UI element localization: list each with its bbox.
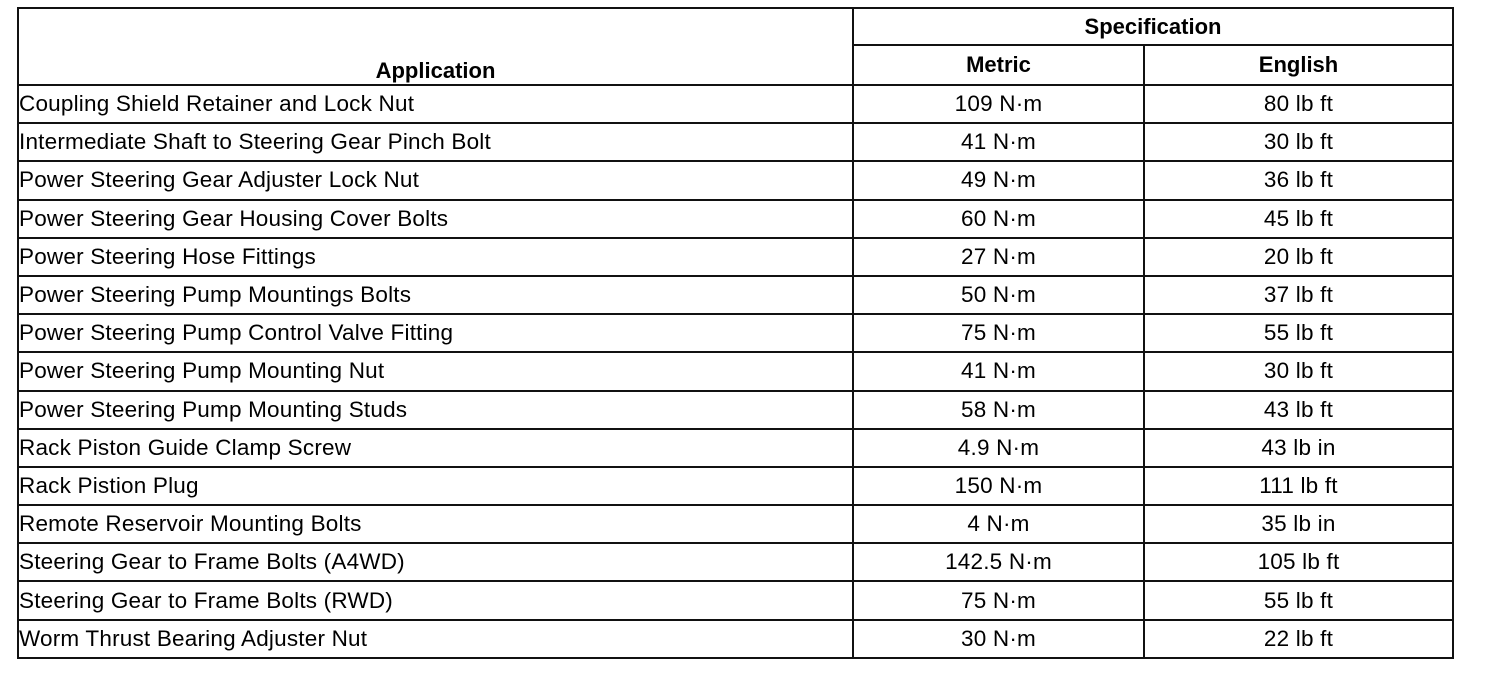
english-cell: 43 lb ft (1144, 391, 1453, 429)
english-cell: 80 lb ft (1144, 85, 1453, 123)
english-header: English (1144, 45, 1453, 85)
table-row (18, 200, 1453, 238)
table-row (18, 505, 1453, 543)
table-row (18, 543, 1453, 581)
metric-cell: 49 N·m (853, 161, 1144, 199)
application-cell: Steering Gear to Frame Bolts (RWD) (18, 581, 853, 619)
application-cell: Intermediate Shaft to Steering Gear Pinch Bolt (18, 123, 853, 161)
metric-cell: 27 N·m (853, 238, 1144, 276)
metric-cell: 75 N·m (853, 314, 1144, 352)
metric-cell: 58 N·m (853, 391, 1144, 429)
application-cell: Power Steering Pump Mounting Nut (18, 352, 853, 390)
application-cell: Steering Gear to Frame Bolts (A4WD) (18, 543, 853, 581)
english-cell: 43 lb in (1144, 429, 1453, 467)
table-row (18, 123, 1453, 161)
english-cell: 45 lb ft (1144, 200, 1453, 238)
table-row (18, 620, 1453, 658)
english-cell: 55 lb ft (1144, 581, 1453, 619)
english-cell: 20 lb ft (1144, 238, 1453, 276)
metric-cell: 109 N·m (853, 85, 1144, 123)
specification-header: Specification (853, 8, 1453, 45)
metric-cell: 30 N·m (853, 620, 1144, 658)
table-body (18, 85, 1453, 658)
metric-cell: 142.5 N·m (853, 543, 1144, 581)
english-cell: 35 lb in (1144, 505, 1453, 543)
torque-specification-table (17, 7, 1454, 659)
application-cell: Power Steering Hose Fittings (18, 238, 853, 276)
table-row (18, 314, 1453, 352)
english-cell: 22 lb ft (1144, 620, 1453, 658)
english-cell: 55 lb ft (1144, 314, 1453, 352)
application-cell: Power Steering Gear Housing Cover Bolts (18, 200, 853, 238)
english-cell: 105 lb ft (1144, 543, 1453, 581)
english-cell: 30 lb ft (1144, 352, 1453, 390)
application-cell: Power Steering Pump Mountings Bolts (18, 276, 853, 314)
metric-cell: 4.9 N·m (853, 429, 1144, 467)
application-cell: Coupling Shield Retainer and Lock Nut (18, 85, 853, 123)
table-row (18, 391, 1453, 429)
metric-cell: 41 N·m (853, 352, 1144, 390)
application-cell: Power Steering Gear Adjuster Lock Nut (18, 161, 853, 199)
metric-cell: 41 N·m (853, 123, 1144, 161)
table-row (18, 467, 1453, 505)
english-cell: 111 lb ft (1144, 467, 1453, 505)
application-cell: Power Steering Pump Control Valve Fitting (18, 314, 853, 352)
application-header: Application (18, 8, 853, 85)
application-cell: Rack Piston Guide Clamp Screw (18, 429, 853, 467)
english-cell: 30 lb ft (1144, 123, 1453, 161)
metric-cell: 75 N·m (853, 581, 1144, 619)
table-row (18, 85, 1453, 123)
table-row (18, 352, 1453, 390)
application-cell: Remote Reservoir Mounting Bolts (18, 505, 853, 543)
application-cell: Rack Pistion Plug (18, 467, 853, 505)
metric-header: Metric (853, 45, 1144, 85)
table-row (18, 238, 1453, 276)
metric-cell: 50 N·m (853, 276, 1144, 314)
table-row (18, 161, 1453, 199)
table-row (18, 276, 1453, 314)
application-cell: Worm Thrust Bearing Adjuster Nut (18, 620, 853, 658)
english-cell: 37 lb ft (1144, 276, 1453, 314)
table-row (18, 581, 1453, 619)
english-cell: 36 lb ft (1144, 161, 1453, 199)
metric-cell: 60 N·m (853, 200, 1144, 238)
application-cell: Power Steering Pump Mounting Studs (18, 391, 853, 429)
table-row (18, 429, 1453, 467)
metric-cell: 4 N·m (853, 505, 1144, 543)
metric-cell: 150 N·m (853, 467, 1144, 505)
